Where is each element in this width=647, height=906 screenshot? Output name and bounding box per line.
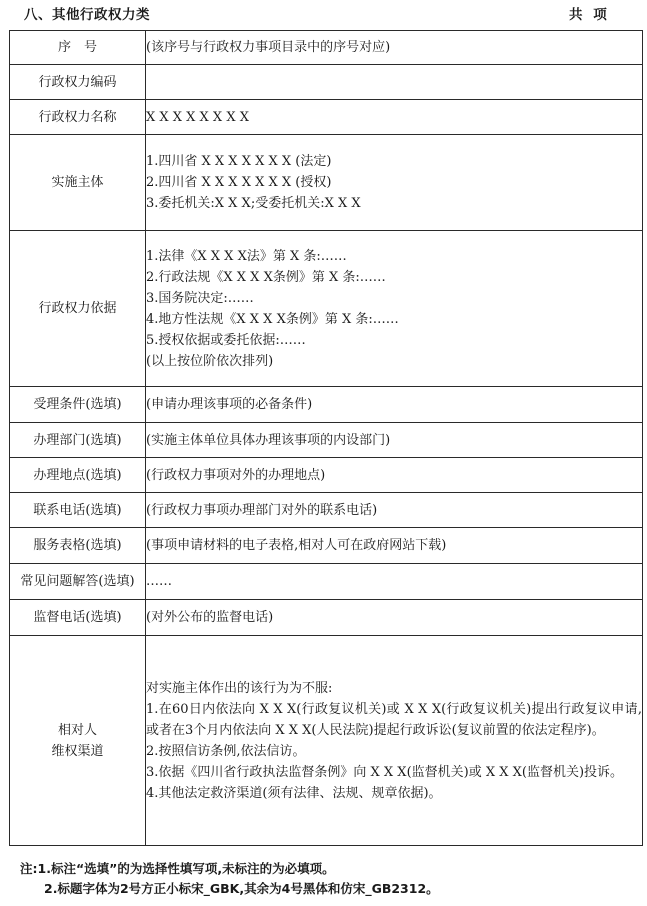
value-line: (行政权力事项办理部门对外的联系电话) bbox=[146, 502, 378, 518]
remedy-paragraph: 2.按照信访条例,依法信访。 bbox=[146, 743, 306, 759]
power-item-table bbox=[9, 30, 643, 846]
row-label-remedy bbox=[10, 636, 146, 846]
value-line: 1.法律《X X X X法》第 X 条:…… bbox=[146, 248, 347, 264]
value-line: 3.国务院决定:…… bbox=[146, 290, 254, 306]
table-row bbox=[10, 528, 643, 564]
table-row bbox=[10, 100, 643, 135]
remedy-paragraph: 3.依据《四川省行政执法监督条例》向 X X X(监督机关)或 X X X(监督机关)投诉。 bbox=[146, 764, 624, 780]
remedy-paragraph: 4.其他法定救济渠道(须有法律、法规、规章依据)。 bbox=[146, 785, 442, 801]
value-line: 2.行政法规《X X X X条例》第 X 条:…… bbox=[146, 269, 386, 285]
value-line: (以上按位阶依次排列) bbox=[146, 353, 274, 369]
row-label-department: 办理部门(选填) bbox=[10, 423, 146, 458]
row-value-basis bbox=[146, 231, 643, 387]
value-line: (事项申请材料的电子表格,相对人可在政府网站下载) bbox=[146, 538, 447, 553]
table-row bbox=[10, 423, 643, 458]
row-value-acceptance bbox=[146, 387, 643, 423]
row-value-implementer bbox=[146, 135, 643, 231]
row-value-forms bbox=[146, 528, 643, 564]
table-row bbox=[10, 636, 643, 846]
row-value-supervision bbox=[146, 600, 643, 636]
remedy-paragraph: 对实施主体作出的该行为为不服: bbox=[146, 680, 333, 696]
value-line: (该序号与行政权力事项目录中的序号对应) bbox=[146, 40, 391, 55]
row-label-implementer: 实施主体 bbox=[10, 135, 146, 231]
value-line: X X X X X X X X bbox=[146, 109, 249, 125]
row-label-acceptance: 受理条件(选填) bbox=[10, 387, 146, 423]
row-value-name bbox=[146, 100, 643, 135]
row-value-location bbox=[146, 458, 643, 493]
row-label-supervision: 监督电话(选填) bbox=[10, 600, 146, 636]
row-label-code: 行政权力编码 bbox=[10, 65, 146, 100]
row-label-name: 行政权力名称 bbox=[10, 100, 146, 135]
row-value-code bbox=[146, 65, 643, 100]
value-line: (申请办理该事项的必备条件) bbox=[146, 397, 313, 412]
table-row bbox=[10, 458, 643, 493]
value-line: (实施主体单位具体办理该事项的内设部门) bbox=[146, 432, 391, 448]
table-row bbox=[10, 564, 643, 600]
table-row bbox=[10, 65, 643, 100]
section-title: 八、其他行政权力类 bbox=[24, 7, 150, 23]
row-value-department bbox=[146, 423, 643, 458]
value-line: 2.四川省 X X X X X X X (授权) bbox=[146, 175, 332, 190]
table-row bbox=[10, 387, 643, 423]
value-line: 5.授权依据或委托依据:…… bbox=[146, 332, 306, 348]
footnote-line: 2.标题字体为2号方正小标宋_GBK,其余为4号黑体和仿宋_GB2312。 bbox=[44, 881, 439, 896]
table-row bbox=[10, 31, 643, 65]
table-row bbox=[10, 493, 643, 528]
row-value-serial bbox=[146, 31, 643, 65]
row-label-location: 办理地点(选填) bbox=[10, 458, 146, 493]
value-line: …… bbox=[146, 574, 172, 589]
footnotes bbox=[20, 859, 439, 899]
table-row bbox=[10, 231, 643, 387]
label-line: 相对人 bbox=[57, 722, 97, 738]
value-line: 3.委托机关:X X X;受委托机关:X X X bbox=[146, 196, 361, 211]
value-line: (对外公布的监督电话) bbox=[146, 610, 274, 625]
row-label-forms: 服务表格(选填) bbox=[10, 528, 146, 564]
row-label-serial: 序 号 bbox=[10, 31, 146, 65]
row-label-faq: 常见问题解答(选填) bbox=[10, 564, 146, 600]
value-line: 4.地方性法规《X X X X条例》第 X 条:…… bbox=[146, 311, 399, 327]
table-row bbox=[10, 135, 643, 231]
table-row bbox=[10, 600, 643, 636]
row-value-faq bbox=[146, 564, 643, 600]
footnote-line: 注:1.标注“选填”的为选择性填写项,未标注的为必填项。 bbox=[20, 861, 335, 876]
label-line: 维权渠道 bbox=[51, 743, 104, 759]
row-label-basis: 行政权力依据 bbox=[10, 231, 146, 387]
value-line: 1.四川省 X X X X X X X (法定) bbox=[146, 154, 332, 169]
value-line: (行政权力事项对外的办理地点) bbox=[146, 467, 326, 483]
row-label-phone: 联系电话(选填) bbox=[10, 493, 146, 528]
item-count-label: 共 项 bbox=[569, 7, 607, 23]
row-value-phone bbox=[146, 493, 643, 528]
remedy-paragraph: 1.在60日内依法向 X X X(行政复议机关)或 X X X(行政复议机关)提出行政复议申请,或者在3个月内依法向 X X X(人民法院)提起行政诉讼(复议前置的依法定程序)。 bbox=[146, 701, 642, 738]
row-value-remedy bbox=[146, 636, 643, 846]
